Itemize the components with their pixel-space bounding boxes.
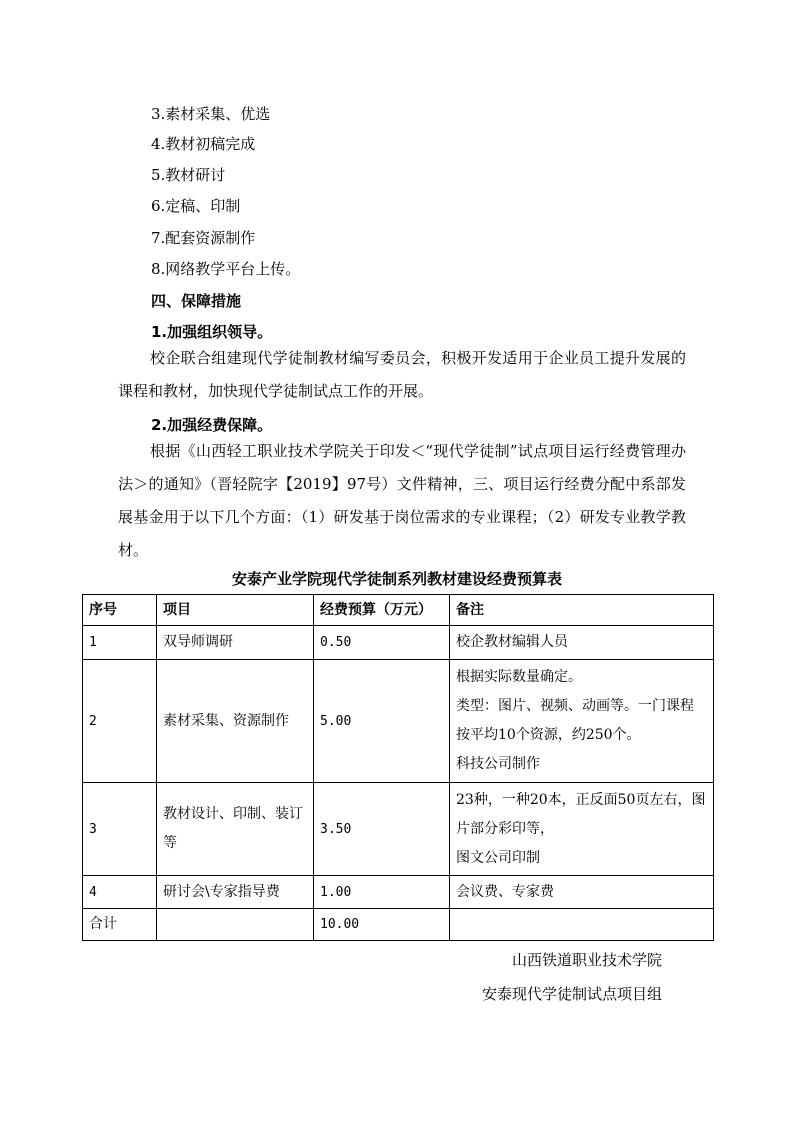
table-row bbox=[83, 783, 714, 876]
cell-no: 1 bbox=[83, 626, 157, 660]
list-item: 8.网络教学平台上传。 bbox=[151, 260, 301, 278]
list-item: 5.教材研讨 bbox=[151, 166, 226, 184]
table-row bbox=[83, 876, 714, 909]
paragraph: 根据《山西轻工职业技术学院关于印发＜“现代学徒制”试点项目运行经费管理办法＞的通知》（晋轻院字【2019】97号）文件精神，三、项目运行经费分配中系部发展基金用于以下几个方面：（1）研发基于岗位需求的专业课程；（2）研发专业教学教材。 bbox=[118, 442, 686, 559]
cell-budget: 3.50 bbox=[314, 783, 450, 876]
list-item: 7.配套资源制作 bbox=[151, 229, 256, 247]
cell-no: 2 bbox=[83, 660, 157, 783]
signature-institution: 山西铁道职业技术学院 bbox=[512, 951, 663, 969]
cell-budget: 10.00 bbox=[314, 909, 450, 941]
subsection-heading: 1.加强组织领导。 bbox=[151, 323, 273, 341]
note-line: 23种，一种20本，正反面50页左右，图片部分彩印等， bbox=[456, 791, 706, 837]
section-heading: 四、保障措施 bbox=[151, 292, 242, 310]
cell-item: 教材设计、印制、装订等 bbox=[157, 783, 314, 876]
note-line: 根据实际数量确定。 bbox=[456, 669, 582, 685]
column-header: 经费预算（万元） bbox=[314, 595, 450, 626]
column-header: 序号 bbox=[83, 595, 157, 626]
paragraph: 校企联合组建现代学徒制教材编写委员会，积极开发适用于企业员工提升发展的课程和教材，加快现代学徒制试点工作的开展。 bbox=[118, 349, 686, 400]
cell-budget: 5.00 bbox=[314, 660, 450, 783]
table-row-total bbox=[83, 909, 714, 941]
cell-note: 会议费、专家费 bbox=[450, 876, 714, 909]
cell-note bbox=[450, 909, 714, 941]
table-title: 安泰产业学院现代学徒制系列教材建设经费预算表 bbox=[231, 570, 562, 588]
list-item: 4.教材初稿完成 bbox=[151, 135, 256, 153]
signature-group: 安泰现代学徒制试点项目组 bbox=[482, 985, 663, 1003]
list-item: 6.定稿、印制 bbox=[151, 197, 241, 215]
cell-no: 3 bbox=[83, 783, 157, 876]
note-line: 图文公司印制 bbox=[456, 849, 540, 866]
column-header: 备注 bbox=[450, 595, 714, 626]
cell-budget: 0.50 bbox=[314, 626, 450, 660]
cell-note bbox=[450, 660, 714, 783]
table-row bbox=[83, 626, 714, 660]
cell-item bbox=[157, 909, 314, 941]
cell-budget: 1.00 bbox=[314, 876, 450, 909]
cell-item: 双导师调研 bbox=[157, 626, 314, 660]
subsection-heading: 2.加强经费保障。 bbox=[151, 416, 273, 434]
list-item: 3.素材采集、优选 bbox=[151, 105, 271, 123]
cell-note bbox=[450, 783, 714, 876]
column-header: 项目 bbox=[157, 595, 314, 626]
table-row bbox=[83, 660, 714, 783]
cell-item: 素材采集、资源制作 bbox=[157, 660, 314, 783]
cell-note: 校企教材编辑人员 bbox=[450, 626, 714, 660]
cell-no: 合计 bbox=[83, 909, 157, 941]
note-line: 科技公司制作 bbox=[456, 756, 540, 772]
table-header-row bbox=[83, 595, 714, 626]
note-line: 类型：图片、视频、动画等。一门课程按平均10个资源，约250个。 bbox=[456, 698, 694, 743]
cell-item: 研讨会\专家指导费 bbox=[157, 876, 314, 909]
budget-table bbox=[82, 594, 714, 941]
cell-no: 4 bbox=[83, 876, 157, 909]
